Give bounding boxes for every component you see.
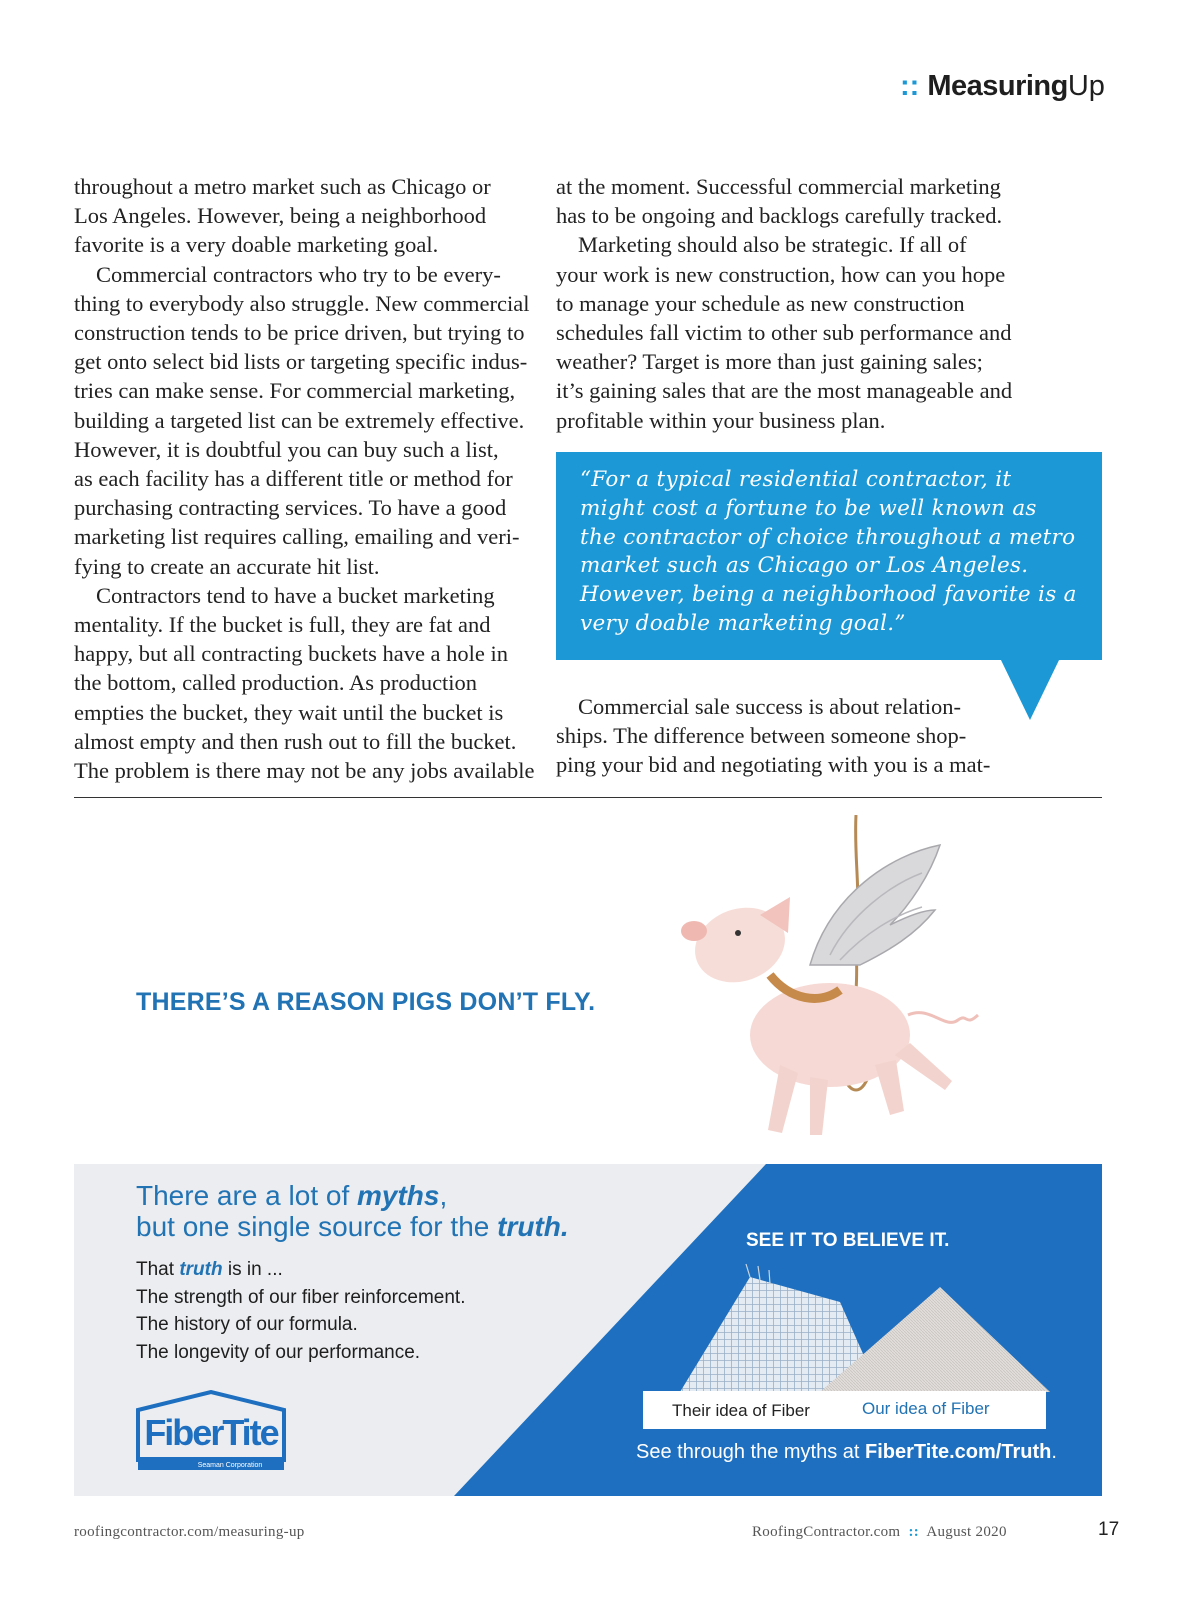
article-line: ping your bid and negotiating with you is a mat- [556,752,991,778]
logo-wordmark: FiberTite [144,1412,278,1453]
footer-right [752,1524,1007,1541]
truth-intro [136,1256,466,1284]
article-line: tries can make sense. For commercial marketing, [74,378,516,404]
article-line: mentality. If the bucket is full, they are fat and [74,612,491,638]
article-line: almost empty and then rush out to fill the bucket. [74,728,517,754]
fiber-fabric-image [640,1262,1060,1392]
article-line: at the moment. Successful commercial marketing [556,174,1001,199]
article-line: as each facility has a different title or method for [74,466,513,492]
caption-their-fiber: Their idea of Fiber [672,1401,810,1420]
footer-dots-icon: :: [904,1524,924,1540]
article-line: schedules fall victim to other sub performance and [556,320,1012,346]
article-line: thing to everybody also struggle. New commercial [74,290,530,316]
article-line: profitable within your business plan. [556,407,886,433]
pull-quote-line: However, being a neighborhood favorite is a [580,582,1077,608]
article-right-column-bottom [556,692,1026,780]
caption-our-fiber: Our idea of Fiber [862,1399,990,1418]
article-line: Commercial contractors who try to be every- [96,261,501,287]
article-line: it’s gaining sales that are the most manageable and [556,378,1013,404]
ad-see-through [636,1441,1057,1464]
section-title-light: Up [1067,70,1105,102]
section-divider [74,797,1102,798]
article-line: purchasing contracting services. To have a good [74,495,507,521]
truth-intro-emphasis: truth [179,1259,223,1280]
myths-emphasis: myths [357,1180,440,1211]
article-line: weather? Target is more than just gaining sales; [556,349,983,375]
section-dots-icon: :: [900,70,920,102]
myths-punct: , [439,1180,448,1211]
pull-quote-line: market such as Chicago or Los Angeles. [580,553,1029,579]
article-line: Los Angeles. However, being a neighborhood [74,203,487,229]
article-line: The problem is there may not be any jobs available [74,758,535,784]
myths-line-2 [136,1211,569,1242]
truth-item: The longevity of our performance. [136,1341,421,1363]
truth-emphasis: truth. [497,1211,569,1242]
ad-myths-heading [136,1180,569,1242]
article-line: happy, but all contracting buckets have a hole in [74,641,509,667]
truth-intro-suffix: is in ... [222,1259,283,1280]
article-line: empties the bucket, they wait until the bucket is [74,699,504,725]
page-number: 17 [1098,1519,1120,1540]
pull-quote-line: “For a typical residential contractor, it [580,467,1012,492]
truth-intro-text: That [136,1259,180,1280]
article-line: your work is new construction, how can you hope [556,261,1006,287]
article-line: Commercial sale success is about relation- [578,694,962,719]
article-line: has to be ongoing and backlogs carefully tracked. [556,203,1003,229]
footer-site: RoofingContractor.com [752,1524,901,1540]
footer-date: August 2020 [926,1524,1007,1540]
pull-quote-line: might cost a fortune to be well known as [580,495,1037,521]
article-line: the bottom, called production. As production [74,670,478,696]
article-left-column [74,172,544,785]
truth-text: but one single source for the [136,1211,498,1242]
flying-pig-image [660,815,1000,1155]
article-line: get onto select bid lists or targeting specific indus- [74,349,528,375]
see-through-punct: . [1051,1441,1057,1463]
truth-item: The strength of our fiber reinforcement. [136,1286,466,1308]
myths-line-1 [136,1180,569,1211]
section-title-bold: Measuring [927,70,1068,102]
pull-quote-line: the contractor of choice throughout a metro [580,524,1076,550]
myths-text: There are a lot of [136,1180,358,1211]
logo-subtext: Seaman Corporation [197,1462,263,1469]
ad-headline: THERE’S A REASON PIGS DON’T FLY. [136,988,596,1016]
article-line: construction tends to be price driven, but trying to [74,320,525,346]
article-line: marketing list requires calling, emailing and veri- [74,524,520,550]
ad-truth-list [136,1256,466,1366]
fibertite-url-link[interactable]: FiberTite.com/Truth [865,1441,1052,1463]
fibertite-logo [136,1390,286,1472]
article-line: Contractors tend to have a bucket marketing [96,582,495,608]
article-line: building a targeted list can be extremely effective. [74,407,525,433]
article-line: fying to create an accurate hit list. [74,553,380,579]
pull-quote [580,466,1090,639]
pull-quote-line: very doable marketing goal.” [580,610,906,636]
article-line: However, it is doubtful you can buy such a list, [74,436,499,462]
article-line: ships. The difference between someone shop- [556,723,967,749]
article-line: favorite is a very doable marketing goal. [74,232,439,258]
article-line: Marketing should also be strategic. If all of [578,232,967,258]
article-line: throughout a metro market such as Chicago or [74,174,491,199]
footer-url: roofingcontractor.com/measuring-up [74,1524,305,1540]
see-through-text: See through the myths at [636,1441,866,1463]
truth-item: The history of our formula. [136,1314,358,1336]
article-right-column-top [556,172,1026,435]
ad-see-it-label: SEE IT TO BELIEVE IT. [746,1230,950,1251]
article-line: to manage your schedule as new construction [556,290,965,316]
section-header [900,70,1105,103]
